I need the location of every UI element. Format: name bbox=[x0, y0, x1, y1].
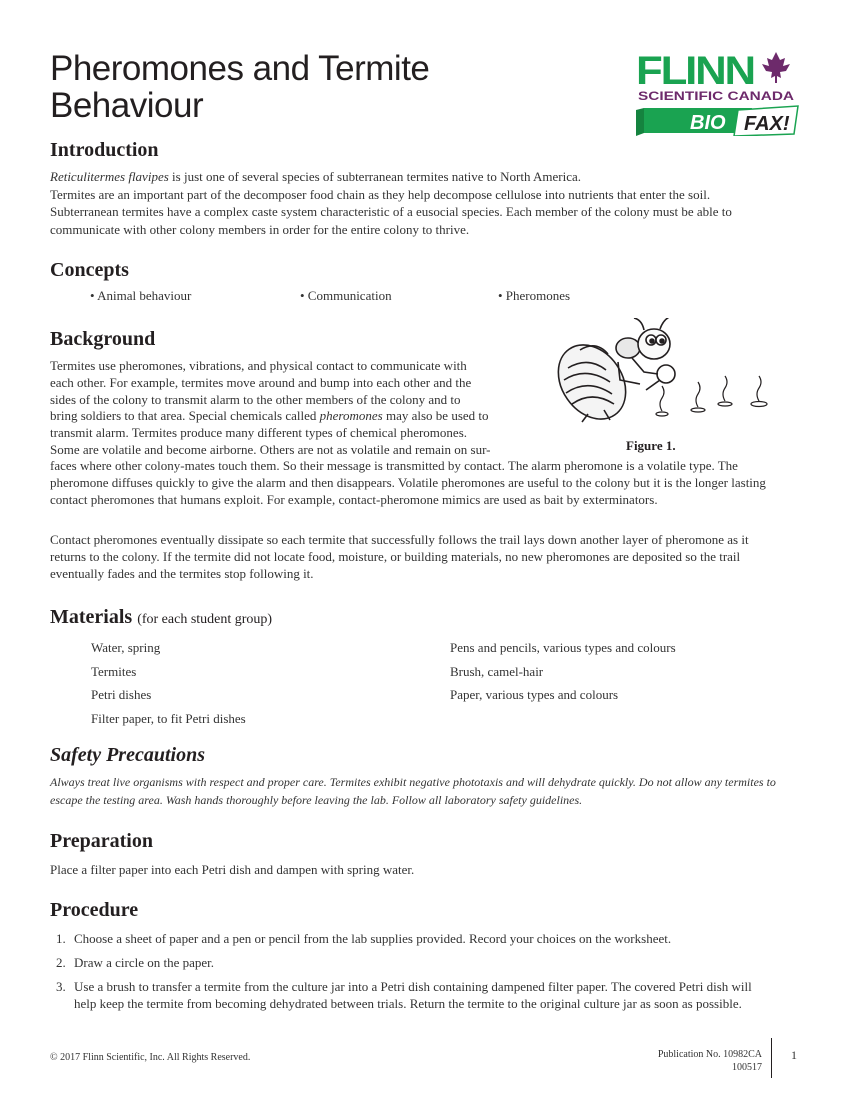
material-item: Termites bbox=[91, 663, 137, 679]
procedure-steps bbox=[52, 930, 772, 1019]
background-text-wrapped: Termites use pheromones, vibrations, and physical contact to communicate with each other. For example, termites move around and bump into each other and the sides of the colony to transmit alarm to the other members of the colony and to bring soldiers to that area. Special chemicals called pheromones may also be used to transmit alarm. Termites produce many different types of chemical pheromones. Some are volatile and become airborne. Others are not as volatile and remain on sur- bbox=[50, 358, 491, 457]
flinn-logo bbox=[636, 50, 806, 136]
preparation-text: Place a filter paper into each Petri dish and dampen with spring water. bbox=[50, 862, 415, 877]
termite-illustration bbox=[548, 318, 675, 426]
preparation-heading: Preparation bbox=[50, 830, 153, 852]
termite-figure bbox=[548, 318, 778, 426]
pheromone-puddles bbox=[656, 376, 767, 416]
figure-caption: Figure 1. bbox=[626, 438, 676, 453]
material-item: Pens and pencils, various types and colours bbox=[450, 640, 676, 655]
safety-text: Always treat live organisms with respect and proper care. Termites exhibit negative phototaxis and will dehydrate quickly. Do not allow any termites to escape the testing area. Wash hands thoroughly before leaving the lab. Follow all laboratory safety guidelines. bbox=[50, 775, 776, 807]
materials-list-left bbox=[91, 636, 246, 731]
material-item: Petri dishes bbox=[91, 687, 152, 703]
footer-publication: Publication No. 10982CA 100517 bbox=[657, 1049, 762, 1073]
footer-copyright: © 2017 Flinn Scientific, Inc. All Rights Reserved. bbox=[50, 1052, 251, 1063]
materials-subheading: (for each student group) bbox=[137, 612, 273, 627]
page-number: 1 bbox=[791, 1048, 797, 1062]
procedure-step: 1. Choose a sheet of paper and a pen or pencil from the lab supplies provided. Record your choices on the worksheet. bbox=[56, 931, 672, 946]
introduction-heading: Introduction bbox=[50, 139, 159, 161]
background-paragraph-2: Contact pheromones eventually dissipate so each termite that successfully follows the trail lays down another layer of pheromone as it returns to the colony. If the termite did not locate food, moisture, or building materials, no new pheromones are deposited so the trail eventually fades and the termites stop following it. bbox=[50, 532, 749, 581]
maple-leaf-icon bbox=[762, 52, 790, 83]
safety-heading: Safety Precautions bbox=[50, 744, 205, 766]
material-item: Water, spring bbox=[91, 640, 161, 655]
background-heading: Background bbox=[50, 328, 156, 350]
species-name: Reticulitermes flavipes bbox=[50, 169, 169, 184]
materials-list-right bbox=[450, 636, 676, 707]
introduction-text: Reticulitermes flavipes is just one of several species of subterranean termites native to North America. Termites are an important part of the decomposer food chain as they help decompose cellulose into nutrients that enter the soil. Subterranean termites have a complex caste system characteristic of a eusocial species. Each member of the colony must be able to communicate with other colony members in order for the entire colony to thrive. bbox=[50, 169, 732, 237]
procedure-step: 3. Use a brush to transfer a termite from the culture jar into a Petri dish containing dampened filter paper. The covered Petri dish will help keep the termite from becoming dehydrated between trials. Return the termite to the original culture jar as soon as possible. bbox=[56, 979, 752, 1011]
material-item: Filter paper, to fit Petri dishes bbox=[91, 711, 246, 727]
procedure-step: 2. Draw a circle on the paper. bbox=[56, 955, 215, 970]
page-title: Pheromones and Termite Behaviour bbox=[50, 49, 430, 125]
procedure-heading: Procedure bbox=[50, 899, 139, 921]
concepts-heading: Concepts bbox=[50, 259, 129, 281]
material-item: Paper, various types and colours bbox=[450, 687, 619, 703]
logo-subtitle: SCIENTIFIC CANADA bbox=[638, 91, 794, 103]
logo-bio: BIO bbox=[690, 112, 726, 134]
concept-item: • Communication bbox=[300, 288, 392, 303]
footer-divider bbox=[771, 1038, 772, 1078]
concept-item: • Animal behaviour bbox=[90, 288, 192, 303]
logo-fax: FAX! bbox=[744, 113, 790, 135]
logo-brand: FLINN bbox=[636, 50, 755, 93]
background-text-continued: faces where other colony-mates touch them. So their message is transmitted by contact. The alarm pheromone is a volatile type. The pheromone diffuses quickly to give the alarm and then disappears. Volatile pheromones are useful to the colony but it is the longer lasting contact pheromones that humans exploit. For example, contact-pheromone mimics are used as bait by exterminators. bbox=[50, 458, 766, 507]
concept-item: • Pheromones bbox=[498, 288, 571, 303]
material-item: Brush, camel-hair bbox=[450, 663, 544, 679]
materials-heading: Materials (for each student group) bbox=[50, 606, 273, 628]
